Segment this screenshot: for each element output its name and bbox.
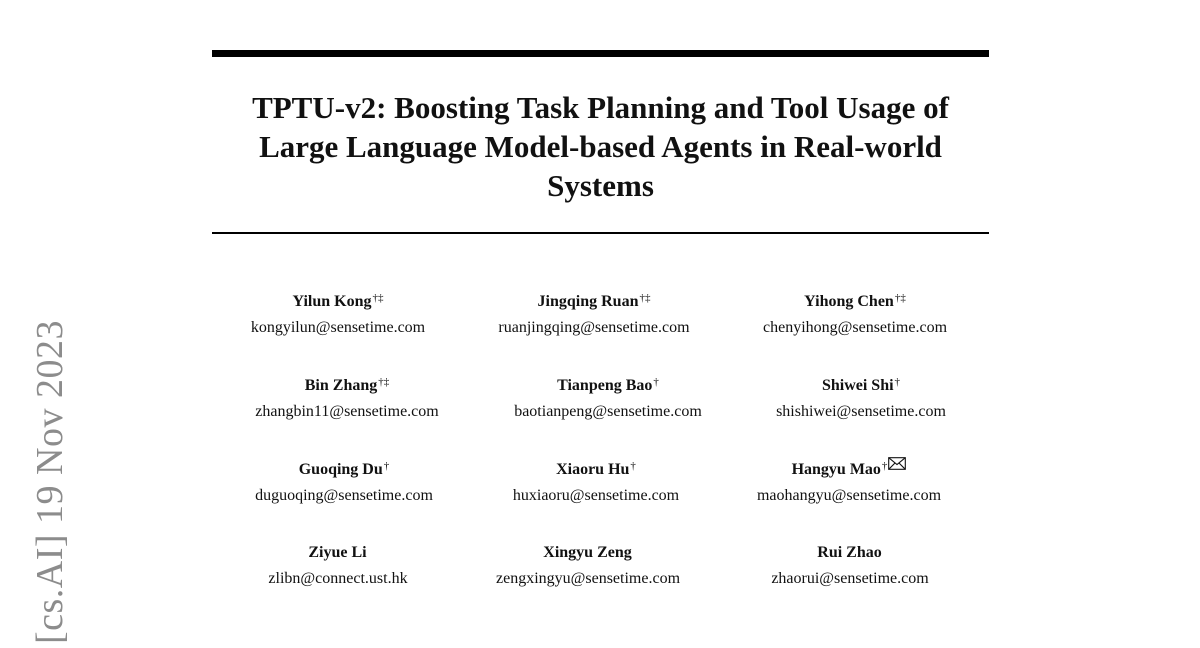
- author-block: [478, 372, 738, 422]
- author-name: Shiwei Shi: [821, 377, 894, 394]
- author-email: zengxingyu@sensetime.com: [495, 570, 681, 587]
- paper-title-line-1: TPTU-v2: Boosting Task Planning and Tool Usage of: [252, 90, 949, 125]
- author-name: Ziyue Li: [308, 544, 367, 561]
- author-block: [725, 288, 985, 338]
- author-email: duguoqing@sensetime.com: [255, 487, 433, 504]
- author-name-wrap: [719, 456, 979, 480]
- author-email: zlibn@connect.ust.hk: [268, 570, 408, 587]
- author-affiliation-marks: †‡: [894, 292, 906, 304]
- author-block: [208, 539, 468, 589]
- envelope-icon: [888, 456, 906, 476]
- author-block: [214, 456, 474, 506]
- author-email: maohangyu@sensetime.com: [756, 487, 942, 504]
- author-name: Yilun Kong: [292, 293, 372, 310]
- author-block: [208, 288, 468, 338]
- author-affiliation-marks: †: [881, 460, 888, 472]
- paper-title-line-3: Systems: [547, 168, 654, 203]
- author-block: [466, 456, 726, 506]
- author-email: zhaorui@sensetime.com: [771, 570, 929, 587]
- author-email: zhangbin11@sensetime.com: [255, 403, 439, 420]
- author-name-wrap: [214, 456, 474, 480]
- author-email: chenyihong@sensetime.com: [762, 319, 948, 336]
- author-email: kongyilun@sensetime.com: [250, 319, 426, 336]
- author-name: Xiaoru Hu: [556, 461, 630, 478]
- author-name: Yihong Chen: [804, 293, 894, 310]
- arxiv-watermark: [cs.AI] 19 Nov 2023: [29, 319, 71, 645]
- author-email: shishiwei@sensetime.com: [776, 403, 946, 420]
- author-name-wrap: [458, 539, 718, 563]
- author-email: ruanjingqing@sensetime.com: [498, 319, 690, 336]
- author-affiliation-marks: †: [630, 460, 636, 472]
- author-name-wrap: [208, 539, 468, 563]
- paper-title: [212, 88, 989, 205]
- author-name-wrap: [731, 372, 991, 396]
- author-block: [720, 539, 980, 589]
- title-bottom-rule: [212, 232, 989, 234]
- author-name-wrap: [725, 288, 985, 312]
- author-block: [217, 372, 477, 422]
- author-name: Hangyu Mao: [791, 461, 881, 478]
- author-name: Xingyu Zeng: [543, 544, 632, 561]
- author-affiliation-marks: †: [894, 376, 901, 388]
- author-block: [458, 539, 718, 589]
- author-name-wrap: [466, 456, 726, 480]
- title-top-rule: [212, 50, 989, 57]
- author-name: Rui Zhao: [817, 544, 882, 561]
- author-name-wrap: [464, 288, 724, 312]
- paper-title-line-2: Large Language Model-based Agents in Real-world: [259, 129, 942, 164]
- author-block: [731, 372, 991, 422]
- author-email: huxiaoru@sensetime.com: [512, 487, 680, 504]
- author-affiliation-marks: †‡: [378, 376, 390, 388]
- author-email: baotianpeng@sensetime.com: [514, 403, 702, 420]
- author-affiliation-marks: †‡: [639, 292, 651, 304]
- author-name: Jingqing Ruan: [537, 293, 639, 310]
- author-affiliation-marks: †: [383, 460, 390, 472]
- author-affiliation-marks: †‡: [372, 292, 384, 304]
- author-block: [464, 288, 724, 338]
- author-name-wrap: [720, 539, 980, 563]
- author-block: [719, 456, 979, 506]
- author-name: Bin Zhang: [304, 377, 378, 394]
- author-name-wrap: [478, 372, 738, 396]
- author-name: Guoqing Du: [298, 461, 383, 478]
- author-name-wrap: [208, 288, 468, 312]
- author-name-wrap: [217, 372, 477, 396]
- author-name: Tianpeng Bao: [557, 377, 653, 394]
- author-affiliation-marks: †: [653, 376, 659, 388]
